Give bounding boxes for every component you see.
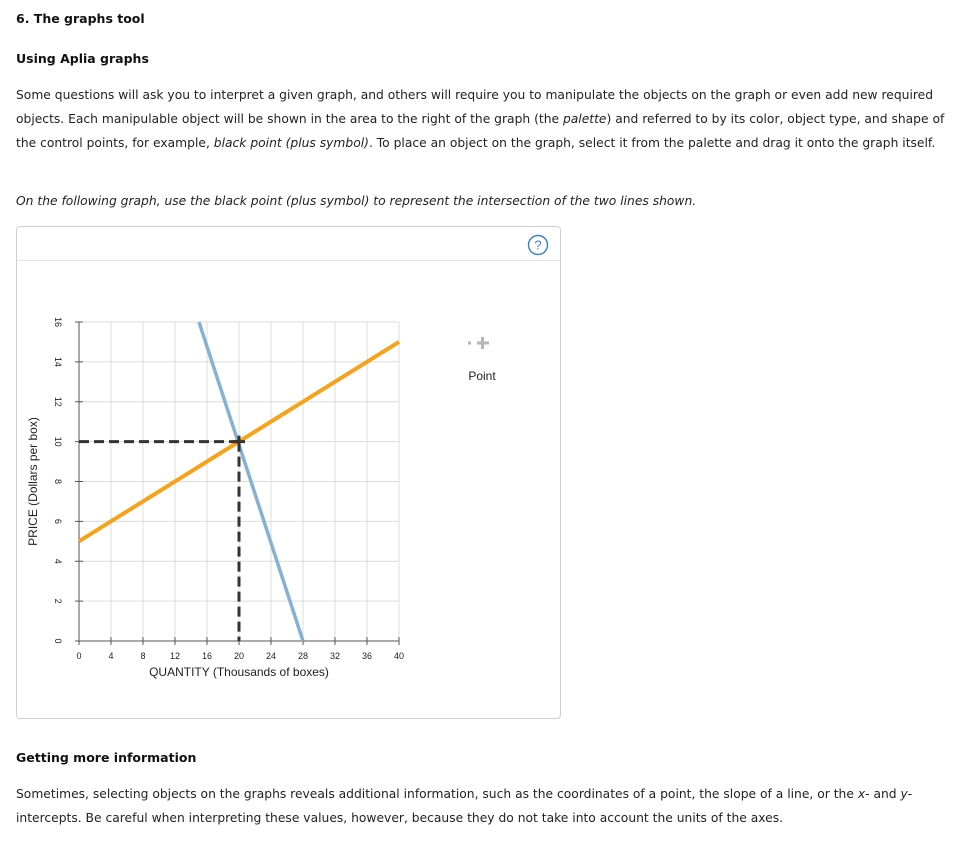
y-tick-label: 12 [53,396,63,407]
text-run: Sometimes, selecting objects on the graphs reveals additional information, such as the coordinates of a point, the slope of a line, or the [16,787,858,801]
y-tick-label: 8 [53,478,63,485]
x-axis-title: QUANTITY (Thousands of boxes) [149,665,329,679]
graph-instruction: On the following graph, use the black point (plus symbol) to represent the intersection of the two lines shown. [16,194,697,208]
text-run: - and [865,787,901,801]
palette-point-label[interactable]: Point [468,369,496,383]
more-info-heading: Getting more information [16,750,197,765]
x-tick-label: 32 [329,651,341,661]
italic-term: palette [562,112,607,126]
italic-term: black point (plus symbol) [213,136,369,150]
y-tick-label: 14 [53,356,63,367]
graph-chart[interactable] [17,227,562,720]
x-tick-label: 16 [201,651,213,661]
x-tick-label: 8 [140,651,146,661]
y-tick-label: 0 [53,638,63,644]
palette-point-icon[interactable] [468,337,489,349]
section-title: 6. The graphs tool [16,11,145,26]
y-tick-label: 6 [53,518,63,524]
more-info-paragraph [16,782,951,830]
palette-point-vbar [481,337,484,349]
text-run: -intercepts. Be careful when interpreting these values, however, because they do not take into account the units of the axes. [16,787,913,825]
y-tick-label: 2 [53,598,63,604]
x-tick-label: 20 [233,651,245,661]
palette-point-dot [468,342,471,345]
text-run: Some questions will ask you to interpret a given graph, and others will require you to manipulate the objects on the graph or even add new required objects. Each manipulable object will be shown in the area to the right of the graph (the [16,88,934,126]
text-run: . To place an object on the graph, select it from the palette and drag it onto the graph itself. [368,136,936,150]
y-tick-label: 4 [53,558,63,564]
x-tick-label: 4 [108,651,114,661]
x-tick-label: 0 [76,651,82,661]
italic-term: y [900,787,908,801]
y-tick-label: 10 [53,436,63,447]
help-icon-glyph: ? [534,237,542,253]
x-tick-label: 28 [297,651,309,661]
y-axis-title: PRICE (Dollars per box) [26,417,40,546]
using-graphs-heading: Using Aplia graphs [16,51,149,66]
y-tick-label: 16 [53,316,63,328]
x-tick-label: 12 [169,651,181,661]
x-tick-label: 24 [265,651,277,661]
x-tick-label: 36 [361,651,373,661]
text-run: ) and referred to by its color, object type, and shape of the control points, for example, [16,112,945,150]
using-graphs-paragraph [16,83,951,155]
italic-term: x [857,787,866,801]
graph-panel [16,226,561,719]
x-tick-label: 40 [393,651,405,661]
